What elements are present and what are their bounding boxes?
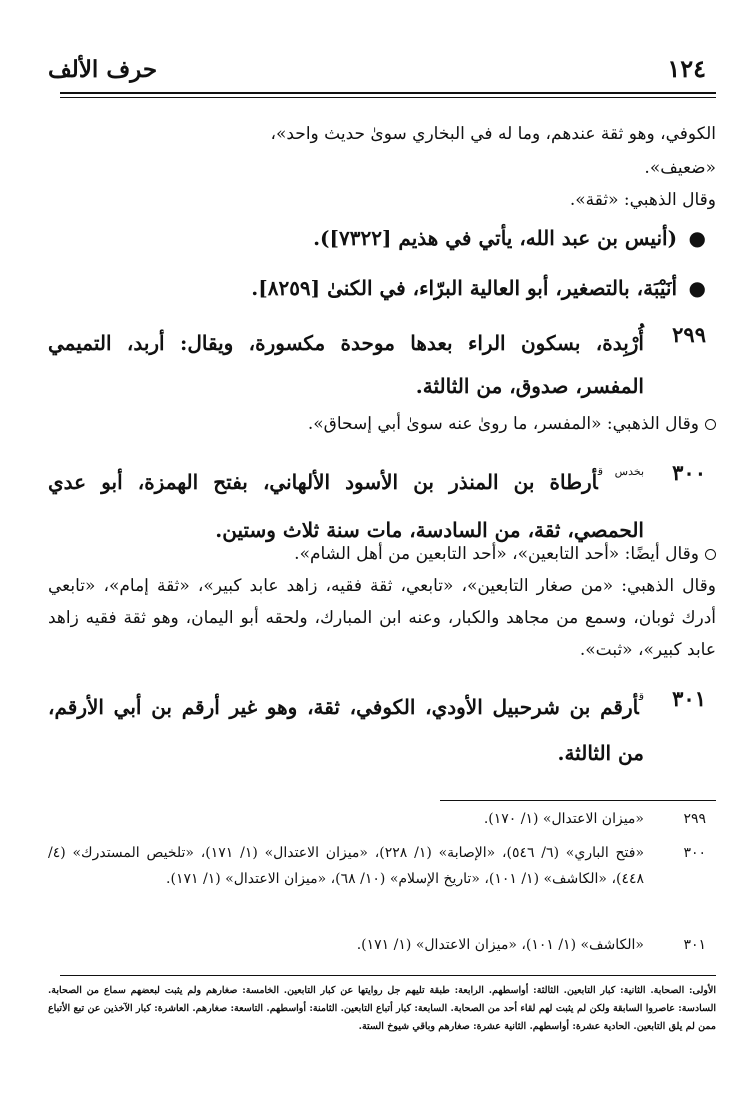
- bullet-text: (أنيس بن عبد الله، يأتي في هذيم [٧٣٢٢]).: [313, 226, 678, 250]
- entry-299-note: [48, 408, 716, 440]
- bottom-rule: [60, 975, 716, 976]
- bullet-icon: ●: [688, 276, 706, 300]
- footnote-text: «فتح الباري» (٦/ ٥٤٦)، «الإصابة» (١/ ٢٢٨)، «ميزان الاعتدال» (١/ ١٧١)، «تلخيص المستدرك» (٤/ ٤٤٨)، «الكاشف» (١/ ١٠١)، «تاريخ الإسلام» (١٠/ ٦٨)، «ميزان الاعتدال» (١/ ١٧١).: [48, 845, 645, 887]
- intro-line-2: «ضعيف».: [644, 158, 716, 178]
- page-header: [48, 50, 716, 90]
- entry-text: [48, 680, 644, 775]
- bullet-icon: ●: [688, 226, 706, 250]
- entry-number: ٣٠٠: [672, 460, 706, 485]
- footnote-301: [48, 932, 706, 958]
- entry-300-note-2: وقال الذهبي: «من صغار التابعين»، «تابعي، ثقة فقيه، زاهد عابد كبير»، «ثقة إمام»، «تابعي أدرك ثوبان، وسمع من مجاهد والكبار، وعنه ابن المبارك، ولحقه أبو اليمان، وهو ثقة فقيه زاهد عابد كبير»، «ثبت».: [48, 576, 716, 660]
- note-text: وقال أيضًا: «أحد التابعين»، «أحد التابعين من أهل الشام».: [294, 544, 699, 564]
- footnote-300: [48, 840, 706, 892]
- entry-301: [48, 680, 706, 775]
- intro-line-1: الكوفي، وهو ثقة عندهم، وما له في البخاري سوىٰ حديث واحد»،: [270, 124, 716, 144]
- entry-body: أرقم بن شرحبيل الأودي، الكوفي، ثقة، وهو غير أرقم بن أبي الأرقم، من الثالثة.: [48, 695, 644, 765]
- page-number: ١٢٤: [667, 54, 706, 83]
- header-rule: [60, 92, 716, 94]
- bullet-item-1: [313, 226, 706, 250]
- footnote-rule: [440, 800, 716, 801]
- footnote-number: ٣٠٠: [683, 845, 706, 861]
- entry-number: ٢٩٩: [672, 322, 706, 347]
- bullet-item-2: [251, 276, 706, 300]
- footnote-number: ٣٠١: [683, 937, 706, 953]
- footnote-text: «الكاشف» (١/ ١٠١)، «ميزان الاعتدال» (١/ ١٧١).: [356, 937, 644, 953]
- entry-text: أُرْبِدة، بسكون الراء بعدها موحدة مكسورة، ويقال: أربد، التميمي المفسر، صدوق، من الثالثة.: [48, 331, 644, 398]
- bullet-text: أنَيْبَة، بالتصغير، أبو العالية البرّاء، في الكنىٰ [٨٢٥٩].: [251, 276, 678, 300]
- entry-300-note-1: [48, 538, 716, 570]
- circle-marker-icon: [705, 549, 716, 560]
- entry-299: [48, 322, 706, 408]
- book-symbols: ق: [638, 690, 644, 703]
- circle-marker-icon: [705, 419, 716, 430]
- header-rule-thin: [60, 97, 716, 98]
- entry-body: أرطاة بن المنذر بن الأسود الألهاني، بفتح الهمزة، أبو عدي الحمصي، ثقة، من السادسة، مات سنة ثلاث وستين.: [48, 470, 644, 542]
- chapter-title: حرف الألف: [48, 56, 158, 83]
- footnote-text: «ميزان الاعتدال» (١/ ١٧٠).: [483, 811, 644, 827]
- footnote-299: [48, 806, 706, 832]
- intro-line-3: وقال الذهبي: «ثقة».: [569, 190, 716, 210]
- footnote-number: ٢٩٩: [683, 811, 706, 827]
- book-symbols: بخدس ق: [597, 465, 645, 478]
- entry-number: ٣٠١: [672, 686, 706, 711]
- classes-legend: الأولى: الصحابة. الثانية: كبار التابعين. الثالثة: أواسطهم. الرابعة: طبقة تليهم جل روايتها عن كبار التابعين. الخامسة: صغارهم ولم يثبت لبعضهم سماع من الصحابة. السادسة: عاصروا السابقة ولكن لم يثبت لهم لقاء أحد من الصحابة. السابعة: كبار أتباع التابعين. الثامنة: أواسطهم. التاسعة: صغارهم. العاشرة: كبار الآخذين عن تبع الأتباع ممن لم يلق التابعين. الحادية عشرة: أواسطهم. الثانية عشرة: صغارهم وباقي شيوخ الستة.: [48, 985, 716, 1032]
- note-text: وقال الذهبي: «المفسر، ما روىٰ عنه سوىٰ أبي إسحاق».: [307, 414, 699, 434]
